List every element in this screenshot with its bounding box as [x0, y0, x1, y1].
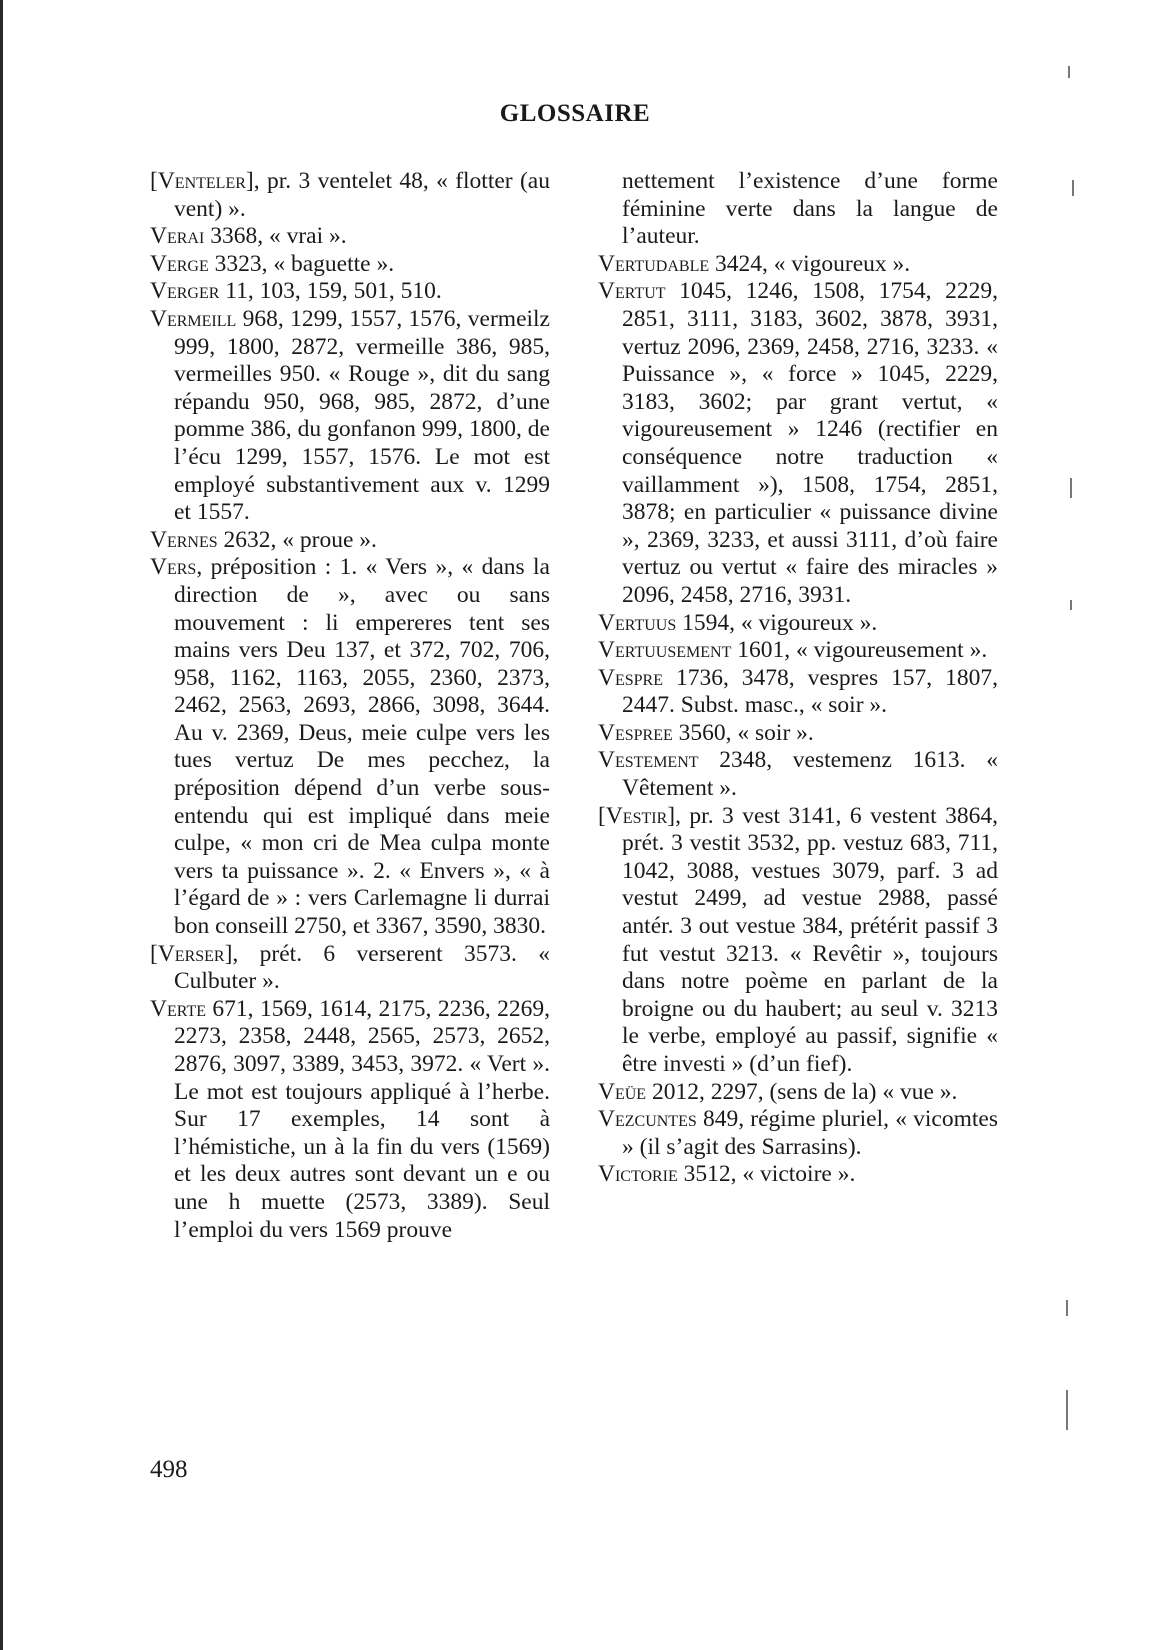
glossary-entry: Verge 3323, « baguette ». — [150, 250, 395, 277]
margin-mark — [1070, 478, 1072, 498]
headword: Victorie — [598, 1161, 678, 1188]
margin-mark — [1066, 1390, 1068, 1430]
margin-mark — [1072, 180, 1074, 196]
headword: Verge — [150, 250, 209, 277]
glossary-entry: Vespre 1736, 3478, vespres 157, 1807, 2447. Subst. masc., « soir ». — [598, 664, 998, 719]
glossary-entry-continuation: nettement l’existence d’une forme féminine verte dans la langue de l’auteur. — [622, 168, 998, 250]
headword: Vertuus — [598, 609, 677, 636]
headword: Vestement — [598, 747, 699, 774]
headword: [Venteler] — [150, 168, 254, 194]
glossary-entry: [Verser], prét. 6 verserent 3573. « Culbuter ». — [150, 940, 550, 995]
glossary-entry: Vestement 2348, vestemenz 1613. « Vêtement ». — [598, 747, 998, 802]
glossary-entry: Victorie 3512, « victoire ». — [598, 1161, 856, 1188]
headword: Verai — [150, 223, 205, 250]
margin-mark — [1066, 1300, 1068, 1316]
headword: Vezcuntes — [598, 1106, 697, 1133]
page-title: GLOSSAIRE — [499, 100, 651, 127]
margin-mark — [1070, 600, 1072, 610]
headword: Verger — [150, 278, 220, 305]
headword: [Verser] — [150, 940, 233, 967]
headword: Vernes — [150, 526, 218, 553]
glossary-entry: [Vestir], pr. 3 vest 3141, 6 vestent 3864, prét. 3 vestit 3532, pp. vestuz 683, 711, 1042, 3088, vestues 3079, parf. 3 ad vestut 2499, ad vestue 2988, passé antér. 3 out vestue 384, prétérit passif 3 fut vestut 3213. « Revêtir », toujours dans notre poème en parlant de la broigne ou du haubert; au seul v. 3213 le verbe, employé au passif, signifie « être investi » (d’un fief). — [598, 802, 998, 1077]
headword: Vespre — [598, 664, 663, 691]
left-column — [150, 168, 550, 1244]
glossary-entry: Vertuus 1594, « vigoureux ». — [598, 609, 878, 636]
glossary-entry: Veüe 2012, 2297, (sens de la) « vue ». — [598, 1078, 958, 1105]
headword: Veüe — [598, 1078, 647, 1105]
headword: Vertuusement — [598, 637, 732, 664]
glossary-entry: Vertudable 3424, « vigoureux ». — [598, 250, 911, 277]
glossary-entry: Verger 11, 103, 159, 501, 510. — [150, 278, 442, 305]
glossary-entry: Vermeill 968, 1299, 1557, 1576, vermeilz 999, 1800, 2872, vermeille 386, 985, vermeilles 950. « Rouge », dit du sang répandu 950, 968, 985, 2872, d’une pomme 386, du gonfanon 999, 1800, de l’écu 1299, 1557, 1576. Le mot est employé substantivement aux v. 1299 et 1557. — [150, 305, 550, 526]
headword: Vertut — [598, 278, 666, 305]
margin-mark — [1068, 66, 1070, 78]
headword: Vermeill — [150, 305, 237, 332]
glossary-entry: Vertuusement 1601, « vigoureusement ». — [598, 637, 988, 664]
page-edge-rule — [0, 0, 3, 1650]
glossary-entry: Verai 3368, « vrai ». — [150, 223, 347, 250]
glossary-entry: [Venteler], pr. 3 ventelet 48, « flotter (au vent) ». — [150, 168, 550, 222]
page-number: 498 — [150, 1456, 188, 1483]
glossary-entry: Vers, préposition : 1. « Vers », « dans la direction de », avec ou sans mouvement : li empereres tent ses mains vers Deu 137, et 372, 702, 706, 958, 1162, 1163, 2055, 2360, 2373, 2462, 2563, 2693, 2866, 3098, 3644. Au v. 2369, Deus, meie culpe vers les tues vertuz De mes pecchez, la préposition dépend d’un verbe sous-entendu qui est impliqué dans meie culpe, « mon cri de Mea culpa monte vers ta puissance ». 2. « Envers », « à l’égard de » : vers Carlemagne li durrai bon conseill 2750, et 3367, 3590, 3830. — [150, 554, 550, 940]
right-column — [598, 168, 998, 1189]
headword: Vespree — [598, 719, 673, 746]
glossary-entry: Vertut 1045, 1246, 1508, 1754, 2229, 2851, 3111, 3183, 3602, 3878, 3931, vertuz 2096, 2369, 2458, 2716, 3233. « Puissance », « force » 1045, 2229, 3183, 3602; par grant vertut, « vigoureusement » 1246 (rectifier en conséquence notre traduction « vaillamment »), 1508, 1754, 2851, 3878; en particulier « puissance divine », 2369, 3233, et aussi 3111, d’où faire vertuz ou vertut « faire des miracles » 2096, 2458, 2716, 3931. — [598, 278, 998, 608]
headword: Verte — [150, 995, 207, 1022]
glossary-entry: Vezcuntes 849, régime pluriel, « vicomtes » (il s’agit des Sarrasins). — [598, 1106, 998, 1160]
glossary-entry: Verte 671, 1569, 1614, 2175, 2236, 2269, 2273, 2358, 2448, 2565, 2573, 2652, 2876, 3097, 3389, 3453, 3972. « Vert ». Le mot est toujours appliqué à l’herbe. Sur 17 exemples, 14 sont à l’hémistiche, un à la fin du vers (1569) et les deux autres sont devant un e ou une h muette (2573, 3389). Seul l’emploi du vers 1569 prouve — [150, 995, 550, 1243]
glossary-entry: Vespree 3560, « soir ». — [598, 719, 814, 746]
headword: Vertudable — [598, 250, 710, 277]
headword: [Vestir] — [598, 802, 676, 829]
headword: Vers — [150, 554, 197, 581]
glossary-entry: Vernes 2632, « proue ». — [150, 526, 377, 553]
